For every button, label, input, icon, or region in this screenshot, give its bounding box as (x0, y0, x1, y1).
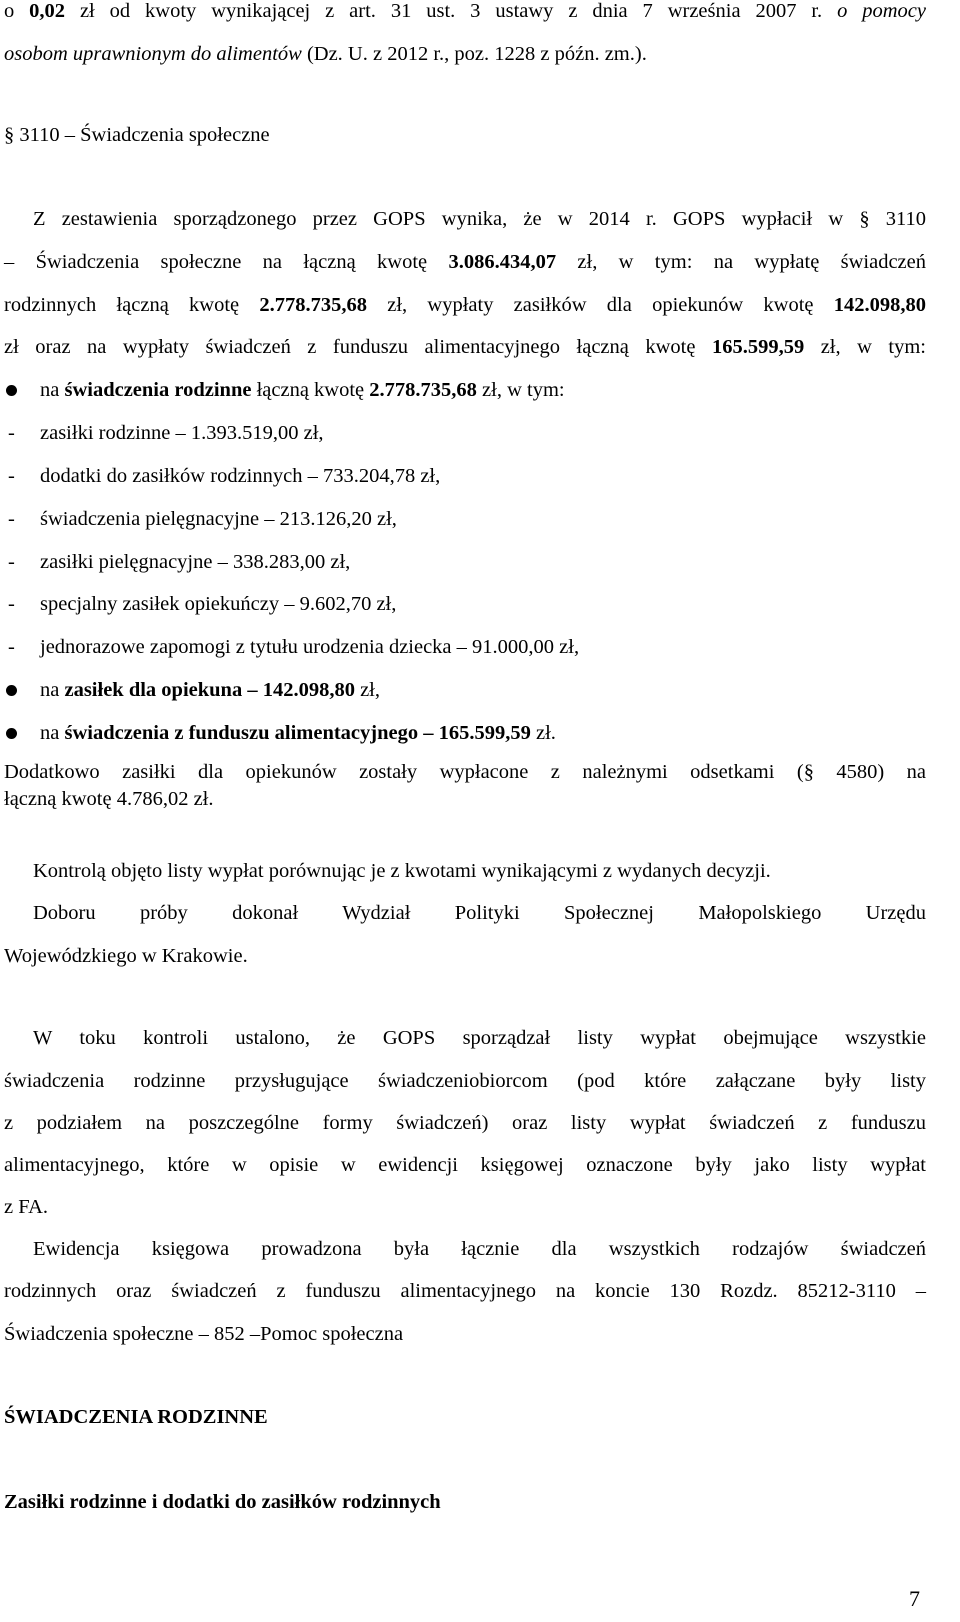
p5-line-3: z podziałem na poszczególne formy świadczeń) oraz listy wypłat świadczeń z funduszu (4, 1112, 926, 1134)
sub-list-item: - jednorazowe zapomogi z tytułu urodzenia dziecka – 91.000,00 zł, (8, 636, 580, 658)
sub-list-item: - świadczenia pielęgnacyjne – 213.126,20 zł, (8, 508, 397, 530)
p5-line-1: W toku kontroli ustalono, że GOPS sporządzał listy wypłat obejmujące wszystkie (33, 1027, 926, 1049)
p6-line-1: Ewidencja księgowa prowadzona była łącznie dla wszystkich rodzajów świadczeń (33, 1238, 926, 1260)
p1-line-1: Z zestawienia sporządzonego przez GOPS wynika, że w 2014 r. GOPS wypłacił w § 3110 (33, 208, 926, 230)
bullet-icon (6, 728, 17, 739)
p2-line-2: łączną kwotę 4.786,02 zł. (4, 788, 214, 810)
bullet-icon (6, 685, 17, 696)
p5-line-5: z FA. (4, 1196, 49, 1218)
p1-line-4: zł oraz na wypłaty świadczeń z funduszu alimentacyjnego łączną kwotę 165.599,59 zł, w tym: (4, 336, 926, 358)
p5-line-4: alimentacyjnego, które w opisie w ewidencji księgowej oznaczone były jako listy wypłat (4, 1154, 926, 1176)
p1-line-3: rodzinnych łączną kwotę 2.778.735,68 zł, wypłaty zasiłków dla opiekunów kwotę 142.098,80 (4, 294, 926, 316)
page-number: 7 (909, 1586, 920, 1611)
sub-list-item: - zasiłki pielęgnacyjne – 338.283,00 zł, (8, 551, 351, 573)
p6-line-3: Świadczenia społeczne – 852 –Pomoc społeczna (4, 1323, 404, 1345)
p2-line-1: Dodatkowo zasiłki dla opiekunów zostały wypłacone z należnymi odsetkami (§ 4580) na (4, 761, 926, 783)
sub-list-item: - zasiłki rodzinne – 1.393.519,00 zł, (8, 422, 324, 444)
bullet-item-swiadczenia-rodzinne: na świadczenia rodzinne łączną kwotę 2.778.735,68 zł, w tym: (40, 379, 565, 401)
bullet-item-zasilek-dla-opiekuna: na zasiłek dla opiekuna – 142.098,80 zł, (40, 679, 380, 701)
heading-zasilki-rodzinne: Zasiłki rodzinne i dodatki do zasiłków rodzinnych (4, 1491, 441, 1513)
p6-line-2: rodzinnych oraz świadczeń z funduszu alimentacyjnego na koncie 130 Rozdz. 85212-3110 – (4, 1280, 926, 1302)
bullet-item-fundusz-alimentacyjny: na świadczenia z funduszu alimentacyjnego – 165.599,59 zł. (40, 722, 556, 744)
intro-line-1: o 0,02 zł od kwoty wynikającej z art. 31 ust. 3 ustawy z dnia 7 września 2007 r. o pomocy (4, 0, 927, 22)
p3-line-1: Kontrolą objęto listy wypłat porównując je z kwotami wynikającymi z wydanych decyzji. (33, 860, 771, 882)
heading-swiadczenia-rodzinne: ŚWIADCZENIA RODZINNE (4, 1406, 268, 1428)
sub-list-item: - dodatki do zasiłków rodzinnych – 733.204,78 zł, (8, 465, 441, 487)
intro-line-2: osobom uprawnionym do alimentów (Dz. U. z 2012 r., poz. 1228 z późn. zm.). (4, 43, 647, 65)
section-heading-3110: § 3110 – Świadczenia społeczne (4, 124, 270, 146)
p4-line-1: Doboru próby dokonał Wydział Polityki Społecznej Małopolskiego Urzędu (33, 902, 926, 924)
sub-list-item: - specjalny zasiłek opiekuńczy – 9.602,70 zł, (8, 593, 397, 615)
bullet-icon (6, 385, 17, 396)
p4-line-2: Wojewódzkiego w Krakowie. (4, 945, 248, 967)
p5-line-2: świadczenia rodzinne przysługujące świadczeniobiorcom (pod które załączane były listy (4, 1070, 926, 1092)
p1-line-2: – Świadczenia społeczne na łączną kwotę 3.086.434,07 zł, w tym: na wypłatę świadczeń (4, 251, 926, 273)
